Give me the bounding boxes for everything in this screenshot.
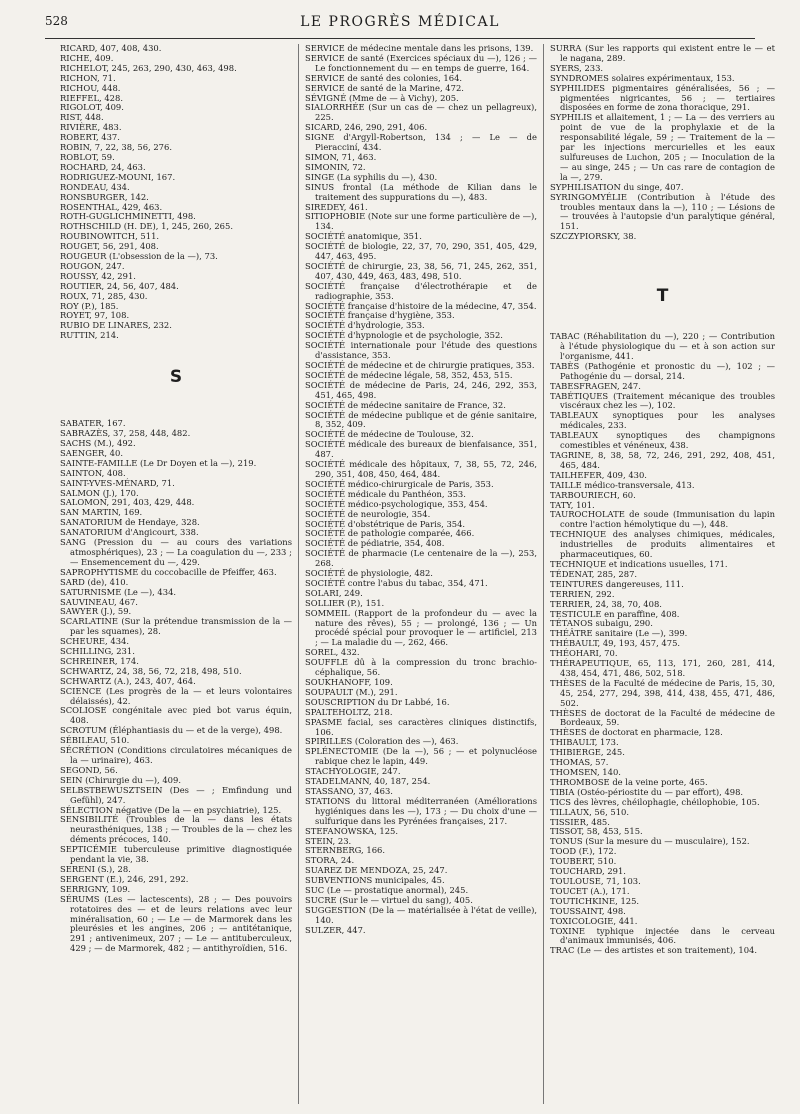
index-entry: SOCIÉTÉ de pédiatrie, 354, 408. <box>305 538 445 549</box>
index-entry: TABÉTIQUES (Traitement mécanique des troubles viscéraux chez les —), 102. <box>550 390 775 411</box>
index-entry: TABLEAUX synoptiques pour les analyses médicales, 233. <box>550 410 775 431</box>
index-entry: RUBIO DE LINARES, 232. <box>60 320 172 331</box>
index-entry: SOCIÉTÉ française d'électrothérapie et de radiographie, 353. <box>305 280 537 301</box>
index-entry: THOMAS, 57. <box>550 757 609 768</box>
index-entry: RONDEAU, 434. <box>60 181 130 192</box>
index-entry: SEGOND, 56. <box>60 764 118 775</box>
index-entry: SYPHILIDES pigmentaires généralisées, 56 ; — pigmentées nigricantes, 56 ; — tertiaires disposées en forme de zona thoracique, 291. <box>550 82 775 113</box>
index-entry: SPALTEHOLTZ, 218. <box>305 706 393 717</box>
index-entry: RONSBURGER, 142. <box>60 191 149 202</box>
index-entry: STADELMANN, 40, 187, 254. <box>305 776 431 787</box>
index-entry: SCOLIOSE congénitale avec pied bot varus équin, 408. <box>60 705 292 726</box>
index-entry: SÉRUMS (Les — lactescents), 28 ; — Des pouvoirs rotatoires des — et de leurs relations avec leur minéralisation, 60 ; — Le — de Marmorek dans les pleurésies et les angines, 206 ; — antitétanique, 291 ; antivenimeux, 207 ; — Le — antituberculeux, 429 ; — de Marmorek, 482 ; — antithyroïdien, 516. <box>60 893 292 954</box>
index-entry: SOCIÉTÉ médico-chirurgicale de Paris, 353. <box>305 478 494 489</box>
page-number: 528 <box>45 14 68 28</box>
index-entry: TRAC (Le — des artistes et son traitement), 104. <box>550 945 758 956</box>
index-entry: SYNDROMES solaires expérimentaux, 153. <box>550 72 735 83</box>
index-entry: SYERS, 233. <box>550 62 604 73</box>
index-entry: ROBIN, 7, 22, 38, 56, 276. <box>60 142 172 153</box>
index-entry: SOUFFLE dû à la compression du tronc brachio-céphalique, 56. <box>305 657 537 678</box>
index-entry: SALOMON, 291, 403, 429, 448. <box>60 497 195 508</box>
index-entry: SOCIÉTÉ de médecine et de chirurgie pratiques, 353. <box>305 360 535 370</box>
index-entry: SAINTON, 408. <box>60 467 126 478</box>
index-entry: SOCIÉTÉ de neurologie, 354. <box>305 508 431 519</box>
index-entry: SOCIÉTÉ de médecine sanitaire de France, 32. <box>305 399 506 410</box>
index-entry: SOCIÉTÉ contre l'abus du tabac, 354, 471. <box>305 577 488 588</box>
index-entry: SERRIGNY, 109. <box>60 883 131 894</box>
index-entry: TONUS (Sur la mesure du — musculaire), 152. <box>550 836 750 847</box>
index-entry: SOCIÉTÉ médicale des bureaux de bienfaisance, 351, 487. <box>305 439 537 460</box>
index-entry: THROMBOSE de la veine porte, 465. <box>550 776 708 787</box>
index-entry: SANATORIUM d'Angicourt, 338. <box>60 527 199 538</box>
section-letter-t: T <box>656 286 669 307</box>
index-entry: TECHNIQUE et indications usuelles, 171. <box>550 558 728 569</box>
column-divider <box>298 44 299 1104</box>
index-entry: RICARD, 407, 408, 430. <box>60 44 162 53</box>
index-entry: SOREL, 432. <box>305 647 360 658</box>
index-entry: SITIOPHOBIE (Note sur une forme particulière de —), 134. <box>305 211 537 232</box>
index-entry: TILLAUX, 56, 510. <box>550 806 630 817</box>
index-entry: SIALORRHÉE (Sur un cas de — chez un pellagreux), 225. <box>305 102 537 123</box>
index-entry: SULZER, 447. <box>305 924 366 935</box>
index-entry: RICHELOT, 245, 263, 290, 430, 463, 498. <box>60 62 237 73</box>
index-entry: SPLÉNECTOMIE (De la —), 56 ; — et polynucléose rabique chez le lapin, 449. <box>305 746 537 767</box>
index-entry: SOCIÉTÉ de chirurgie, 23, 38, 56, 71, 245, 262, 351, 407, 430, 449, 463, 483, 498, 510. <box>305 260 537 281</box>
index-entry: SOLARI, 249. <box>305 587 363 598</box>
entry-list-s <box>60 419 292 954</box>
index-entry: STACHYOLOGIE, 247. <box>305 766 401 777</box>
index-entry: SUCRE (Sur le — virtuel du sang), 405. <box>305 894 473 905</box>
index-entry: RIST, 448. <box>60 112 104 123</box>
index-entry: ROUTIER, 24, 56, 407, 484. <box>60 280 179 291</box>
index-entry: ROUGON, 247. <box>60 260 125 271</box>
index-entry: THIBIERGE, 245. <box>550 747 625 758</box>
index-entry: SPASME facial, ses caractères cliniques distinctifs, 106. <box>305 716 537 737</box>
index-entry: TAUROCHOLATE de soude (Immunisation du lapin contre l'action hémolytique du —), 448. <box>550 509 775 530</box>
index-entry: SOCIÉTÉ de pathologie comparée, 466. <box>305 528 475 539</box>
index-entry: SCIENCE (Les progrès de la — et leurs volontaires délaissés), 42. <box>60 685 292 706</box>
index-entry: SPIRILLES (Coloration des —), 463. <box>305 736 459 747</box>
index-entry: SICARD, 246, 290, 291, 406. <box>305 122 428 133</box>
index-entry: SYPHILISATION du singe, 407. <box>550 181 684 192</box>
index-entry: SOCIÉTÉ française d'hygiène, 353. <box>305 310 455 321</box>
index-entry: SCHEURE, 434. <box>60 636 130 647</box>
index-entry: ROUGET, 56, 291, 408. <box>60 241 159 252</box>
index-entry: TABLEAUX synoptiques des champignons comestibles et vénéneux, 438. <box>550 430 775 451</box>
index-entry: SCHILLING, 231. <box>60 646 135 657</box>
index-entry: ROUGEUR (L'obsession de la —), 73. <box>60 251 218 262</box>
index-entry: TÉTANOS subaigu, 290. <box>550 618 653 629</box>
index-entry: TAGRINE, 8, 38, 58, 72, 246, 291, 292, 408, 451, 465, 484. <box>550 450 775 470</box>
index-entry: THÉÂTRE sanitaire (Le —), 399. <box>550 628 688 639</box>
index-entry: TOULOUSE, 71, 103. <box>550 875 641 886</box>
index-entry: SURRA (Sur les rapports qui existent entre le — et le nagana, 289. <box>550 44 775 63</box>
index-column-left <box>60 44 292 1104</box>
index-entry: SACHS (M.), 492. <box>60 438 136 448</box>
index-entry: STERNBERG, 166. <box>305 845 386 856</box>
index-entry: SERVICE de médecine mentale dans les prisons, 139. <box>305 44 534 53</box>
index-entry: SOCIÉTÉ de pharmacie (Le centenaire de la —), 253, 268. <box>305 548 537 569</box>
index-entry: ROBERT, 437. <box>60 132 120 143</box>
index-entry: TERRIEN, 292. <box>550 588 615 599</box>
index-entry: RIVIÈRE, 483. <box>60 122 122 133</box>
index-entry: ROY (P.), 185. <box>60 300 119 311</box>
index-entry: TOOD (F.), 172. <box>550 846 617 857</box>
index-entry: TABAC (Réhabilitation du —), 220 ; — Contribution à l'étude physiologique du — et à son action sur l'organisme, 441. <box>550 331 775 361</box>
index-entry: THÉBAULT, 49, 193, 457, 475. <box>550 638 681 649</box>
index-entry: ROCHARD, 24, 463. <box>60 161 146 172</box>
index-entry: SÉLECTION négative (De la — en psychiatrie), 125. <box>60 804 282 815</box>
index-entry: SOCIÉTÉ française d'histoire de la médecine, 47, 354. <box>305 300 537 311</box>
index-entry: SIGNE d'Argyll-Robertson, 134 ; — Le — de Pieracciní, 434. <box>305 132 537 153</box>
index-column-right <box>550 44 775 1104</box>
index-entry: THÈSES de doctorat en pharmacie, 128. <box>550 727 723 738</box>
index-column-middle <box>305 44 537 1104</box>
index-entry: THÈSES de doctorat de la Faculté de médecine de Bordeaux, 59. <box>550 707 775 728</box>
index-entry: STASSANO, 37, 463. <box>305 785 393 796</box>
index-entry: TÉDENAT, 285, 287. <box>550 568 638 579</box>
index-entry: SAPROPHYTISME du coccobacille de Pfeiffer, 463. <box>60 566 277 577</box>
index-entry: TOUCHARD, 291. <box>550 866 626 877</box>
index-entry: SERVICE de santé des colonies, 164. <box>305 72 463 83</box>
column-divider <box>543 44 544 1104</box>
index-entry: SCROTUM (Éléphantiasis du — et de la verge), 498. <box>60 725 283 736</box>
index-entry: SUBVENTIONS municipales, 45. <box>305 875 445 886</box>
index-entry: SAENGER, 40. <box>60 447 123 458</box>
index-entry: ROUSSY, 42, 291. <box>60 270 136 281</box>
index-entry: TOUTICHKINE, 125. <box>550 895 640 906</box>
index-entry: SERGENT (E.), 246, 291, 292. <box>60 873 189 884</box>
index-entry: RODRIGUEZ-MOUNI, 167. <box>60 171 176 182</box>
index-entry: ROYET, 97, 108. <box>60 310 130 321</box>
entry-list-s-end <box>550 44 775 242</box>
index-entry: SAINTE-FAMILLE (Le Dr Doyen et la —), 219. <box>60 457 257 468</box>
entry-list-s-continued <box>305 44 537 936</box>
index-entry: TABÈS (Pathogénie et pronostic du —), 102 ; — Pathogénie du — dorsal, 214. <box>550 360 775 381</box>
index-entry: TEINTURES dangereuses, 111. <box>550 578 684 589</box>
index-entry: TESTICULE en paraffine, 408. <box>550 608 680 619</box>
index-entry: RICHON, 71. <box>60 72 116 83</box>
index-entry: THÈSES de la Faculté de médecine de Paris, 15, 30, 45, 254, 277, 294, 398, 414, 438, 455, 471, 486, 502. <box>550 677 775 708</box>
index-entry: SCHREINER, 174. <box>60 655 139 666</box>
journal-title: LE PROGRÈS MÉDICAL <box>300 14 500 30</box>
index-entry: TISSIER, 485. <box>550 816 610 827</box>
index-entry: SABRAZÈS, 37, 258, 448, 482. <box>60 428 191 439</box>
index-entry: SAWYER (J.), 59. <box>60 606 132 617</box>
index-entry: TOUSSAINT, 498. <box>550 905 626 916</box>
index-entry: SYRINGOMYÉLIE (Contribution à l'étude des troubles mentaux dans la —), 110 ; — Lésions de — trouvées à l'autopsie d'un paralytique général, 151. <box>550 191 775 232</box>
index-entry: RICHE, 409. <box>60 52 114 63</box>
index-entry: SOCIÉTÉ de physiologie, 482. <box>305 568 433 579</box>
index-entry: SOCIÉTÉ anatomique, 351. <box>305 231 422 242</box>
index-entry: SERVICE de santé de la Marine, 472. <box>305 82 464 93</box>
index-entry: SZCZYPIORSKY, 38. <box>550 231 637 242</box>
index-entry: SARD (de), 410. <box>60 576 129 587</box>
index-entry: TAILHEFER, 409, 430. <box>550 469 647 480</box>
index-entry: SOCIÉTÉ internationale pour l'étude des questions d'assistance, 353. <box>305 340 537 361</box>
index-entry: STATIONS du littoral méditerranéen (Améliorations hygiéniques dans les —), 173 ; — Du choix d'une — sulfurique dans les Pyrénées françaises, 217. <box>305 795 537 826</box>
page-header <box>45 14 755 38</box>
index-entry: SOCIÉTÉ de médecine de Toulouse, 32. <box>305 429 474 440</box>
index-entry: SOCIÉTÉ de médecine légale, 58, 352, 453, 515. <box>305 369 513 380</box>
index-entry: SOCIÉTÉ d'hypnologie et de psychologie, 352. <box>305 330 503 341</box>
index-entry: SOUKHANOFF, 109. <box>305 677 393 687</box>
header-rule <box>45 38 755 39</box>
index-entry: ROUX, 71, 285, 430. <box>60 290 148 301</box>
index-entry: TOUBERT, 510. <box>550 856 617 867</box>
index-entry: SALMON (J.), 170. <box>60 487 139 498</box>
index-entry: SEPTICÉMIE tuberculeuse primitive diagnostiquée pendant la vie, 38. <box>60 844 292 865</box>
index-entry: TOXINE typhique injectée dans le cerveau d'animaux immunisés, 406. <box>550 925 775 946</box>
index-entry: THOMSEN, 140. <box>550 767 621 777</box>
index-entry: TISSOT, 58, 453, 515. <box>550 826 643 837</box>
index-entry: SABATER, 167. <box>60 418 126 429</box>
index-entry: THÉRAPEUTIQUE, 65, 113, 171, 260, 281, 414, 438, 454, 471, 486, 502, 518. <box>550 658 775 678</box>
index-entry: STORA, 24. <box>305 855 355 866</box>
section-letter-s: S <box>169 367 183 388</box>
index-entry: TOXICOLOGIE, 441. <box>550 915 638 926</box>
index-entry: SOCIÉTÉ de médecine de Paris, 24, 246, 292, 353, 451, 465, 498. <box>305 379 537 400</box>
index-entry: SOCIÉTÉ médicale du Panthéon, 353. <box>305 488 466 499</box>
index-entry: RICHOU, 448. <box>60 82 121 93</box>
index-entry: STEFANOWSKA, 125. <box>305 825 399 836</box>
index-entry: SAN MARTIN, 169. <box>60 507 143 518</box>
index-entry: ROTH-GUGLICHMINETTI, 498. <box>60 211 196 222</box>
index-entry: SCARLATINE (Sur la prétendue transmission de la — par les squames), 28. <box>60 616 292 637</box>
index-entry: SYPHILIS et allaitement, 1 ; — La — des verriers au point de vue de la prophylaxie et de la responsabilité légale, 59 ; — Traitement de la — par les injections mercurielles et les eaux sulfureuses de Luchon, 205 ; — Inoculation de la — au singe, 245 ; — Un cas rare de contagion de la —, 279. <box>550 112 775 182</box>
index-entry: ROTHSCHILD (H. DE), 1, 245, 260, 265. <box>60 221 233 232</box>
index-entry: SOCIÉTÉ de biologie, 22, 37, 70, 290, 351, 405, 429, 447, 463, 495. <box>305 241 537 262</box>
index-entry: TERRIER, 24, 38, 70, 408. <box>550 598 662 609</box>
index-entry: ROSENTHAL, 429, 463. <box>60 201 163 212</box>
index-entry: TAILLE médico-transversale, 413. <box>550 479 695 490</box>
index-entry: SUAREZ DE MENDOZA, 25, 247. <box>305 865 448 876</box>
entry-list-r <box>60 44 292 341</box>
entry-list-t <box>550 332 775 956</box>
index-entry: SIREDEY, 461. <box>305 201 368 212</box>
index-entry: SCHWARTZ, 24, 38, 56, 72, 218, 498, 510. <box>60 665 242 676</box>
index-entry: RIGOLOT, 409. <box>60 102 124 113</box>
index-entry: SÉCRÉTION (Conditions circulatoires mécaniques de la — urinaire), 463. <box>60 745 292 765</box>
index-entry: SERVICE de santé (Exercices spéciaux du —), 126 ; — Le fonctionnement du — en temps de guerre, 164. <box>305 52 537 73</box>
index-entry: TARBOURIECH, 60. <box>550 489 636 500</box>
index-entry: TATY, 101. <box>550 499 595 510</box>
index-entry: SINUS frontal (La méthode de Kilian dans le traitement des suppurations du —), 483. <box>305 181 537 202</box>
index-entry: SÉVIGNÉ (Mme de — à Vichy), 205. <box>305 92 459 103</box>
index-entry: THIBAULT, 173. <box>550 737 619 748</box>
index-entry: TOUCET (A.), 171. <box>550 885 630 896</box>
index-entry: ROBLOT, 59. <box>60 151 115 162</box>
index-entry: SOCIÉTÉ de médecine publique et de génie sanitaire, 8, 352, 409. <box>305 409 537 430</box>
index-entry: SANATORIUM de Hendaye, 328. <box>60 517 200 528</box>
index-entry: SUGGESTION (De la — matérialisée à l'état de veille), 140. <box>305 904 537 925</box>
index-entry: RIEFFEL, 428. <box>60 92 123 103</box>
index-entry: TECHNIQUE des analyses chimiques, médicales, industrielles de produits alimentaires et pharmaceutiques, 60. <box>550 529 775 560</box>
index-entry: TIBIA (Ostéo-périostite du — par effort), 498. <box>550 786 744 797</box>
index-entry: SINGE (La syphilis du —), 430. <box>305 171 438 182</box>
index-entry: SERENI (S.), 28. <box>60 863 131 874</box>
index-entry: STEIN, 23. <box>305 835 352 846</box>
index-entry: TABESFRAGEN, 247. <box>550 380 641 391</box>
index-entry: SATURNISME (Le —), 434. <box>60 586 177 597</box>
index-entry: SIMON, 71, 463. <box>305 151 377 162</box>
index-entry: SOCIÉTÉ médicale des hôpitaux, 7, 38, 55, 72, 246, 290, 351, 408, 450, 464, 484. <box>305 459 537 479</box>
index-entry: SOUPAULT (M.), 291. <box>305 686 398 697</box>
index-entry: SOMMEIL (Rapport de la profondeur du — avec la nature des rêves), 55 ; — prolongé, 136 ; — Un procédé spécial pour provoquer le — artificiel, 213 ; — La maladie du —, 262, 466. <box>305 607 537 648</box>
index-entry: SENSIBILITÉ (Troubles de la — dans les états neurasthéniques, 138 ; — Troubles de la — chez les déments précoces, 140. <box>60 814 292 845</box>
index-entry: SOCIÉTÉ d'obstétrique de Paris, 354. <box>305 518 466 529</box>
index-entry: SCHWARTZ (A.), 243, 407, 464. <box>60 675 196 686</box>
index-entry: SIMONIN, 72. <box>305 161 366 172</box>
index-entry: THÉOHARI, 70. <box>550 648 618 659</box>
index-entry: SANG (Pression du — au cours des variations atmosphériques), 23 ; — La coagulation du —, 233 ; — Ensemencement du —, 429. <box>60 537 292 567</box>
index-entry: SUC (Le — prostatique anormal), 245. <box>305 885 469 896</box>
index-entry: SOCIÉTÉ d'hydrologie, 353. <box>305 320 425 331</box>
index-entry: SAINT-YVES-MÉNARD, 71. <box>60 477 175 488</box>
index-entry: SEIN (Chirurgie du —), 409. <box>60 774 181 785</box>
index-entry: RUTTIN, 214. <box>60 330 119 341</box>
index-entry: SÉBILEAU, 510. <box>60 735 130 746</box>
index-entry: TICS des lèvres, chéilophagie, chéilophobie, 105. <box>550 796 760 807</box>
index-entry: SOUSCRIPTION du Dr Labbé, 16. <box>305 696 450 707</box>
index-entry: SOLLIER (P.), 151. <box>305 597 385 608</box>
index-entry: SOCIÉTÉ médico-psychologique, 353, 454. <box>305 498 488 509</box>
index-entry: SAUVINEAU, 467. <box>60 596 138 607</box>
index-entry: ROUBINOWITCH, 511. <box>60 231 160 242</box>
index-entry: SELBSTBEWUSZTSEIN (Des — ; Emfindung und Gefühl), 247. <box>60 784 292 805</box>
